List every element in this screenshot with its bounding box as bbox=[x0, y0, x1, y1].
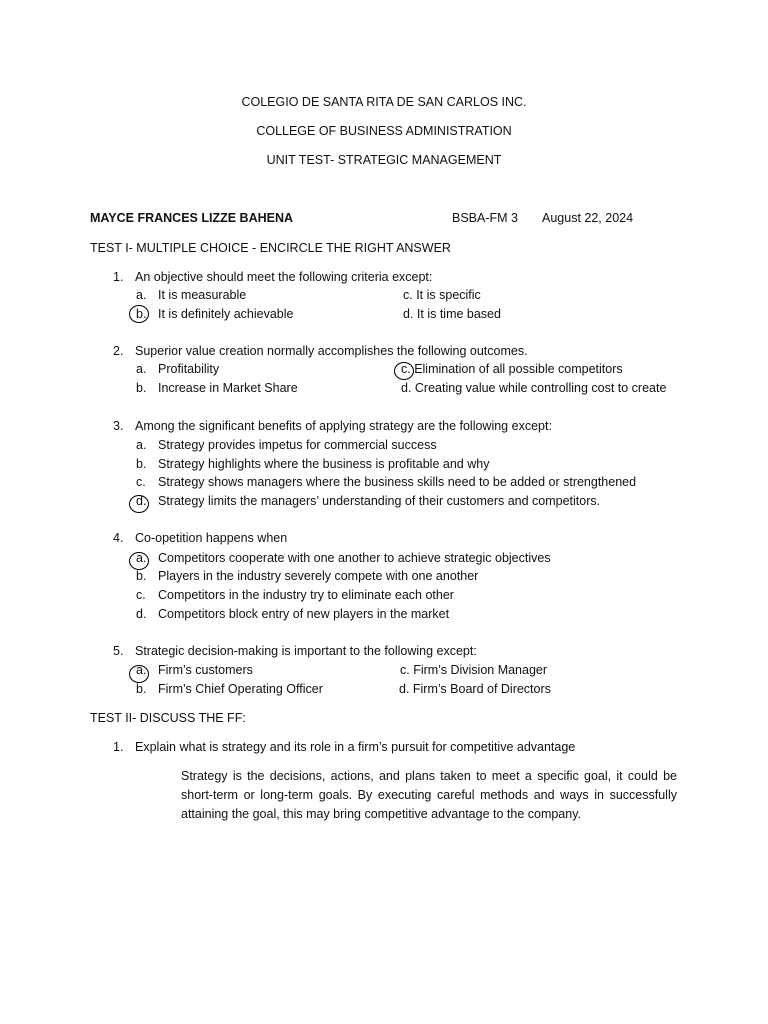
q5-option-d: d. Firm’s Board of Directors bbox=[399, 682, 551, 696]
q4-option-d: Competitors block entry of new players in the market bbox=[158, 607, 450, 621]
q2-option-c: c. Elimination of all possible competitors bbox=[401, 362, 623, 376]
q1-option-b-letter: b. bbox=[136, 307, 147, 321]
q3-text: Among the significant benefits of applying strategy are the following except: bbox=[135, 419, 552, 433]
q3-option-c-letter: c. bbox=[136, 475, 146, 489]
q5-option-c: c. Firm’s Division Manager bbox=[400, 663, 548, 677]
q2-number: 2. bbox=[113, 344, 124, 358]
q1-number: 1. bbox=[113, 270, 124, 284]
q2-option-a: Profitability bbox=[158, 362, 220, 376]
test2-title: TEST II- DISCUSS THE FF: bbox=[90, 711, 246, 725]
q5-number: 5. bbox=[113, 644, 124, 658]
exam-title: UNIT TEST- STRATEGIC MANAGEMENT bbox=[266, 153, 502, 167]
q1-text: An objective should meet the following criteria except: bbox=[135, 270, 433, 284]
q4-option-b-letter: b. bbox=[136, 569, 147, 583]
q3-number: 3. bbox=[113, 419, 124, 433]
test2-q1-text: Explain what is strategy and its role in a firm’s pursuit for competitive advantage bbox=[135, 740, 576, 754]
q3-option-b: Strategy highlights where the business is profitable and why bbox=[158, 457, 490, 471]
q4-option-a-letter: a. bbox=[136, 551, 147, 565]
q2-option-b: Increase in Market Share bbox=[158, 381, 298, 395]
q2-option-b-letter: b. bbox=[136, 381, 147, 395]
school-name: COLEGIO DE SANTA RITA DE SAN CARLOS INC. bbox=[241, 95, 527, 109]
q4-option-c-letter: c. bbox=[136, 588, 146, 602]
q4-option-c: Competitors in the industry try to eliminate each other bbox=[158, 588, 454, 602]
q5-option-a: Firm’s customers bbox=[158, 663, 253, 677]
q3-option-d-letter: d. bbox=[136, 494, 147, 508]
q3-option-d: Strategy limits the managers’ understanding of their customers and competitors. bbox=[158, 494, 601, 508]
q5-option-b-letter: b. bbox=[136, 682, 147, 696]
q4-option-d-letter: d. bbox=[136, 607, 147, 621]
q5-text: Strategic decision-making is important to the following except: bbox=[135, 644, 477, 658]
college-name: COLLEGE OF BUSINESS ADMINISTRATION bbox=[256, 124, 512, 138]
q3-option-c: Strategy shows managers where the business skills need to be added or strengthened bbox=[158, 475, 637, 489]
q1-option-a: It is measurable bbox=[158, 288, 247, 302]
q5-option-b: Firm’s Chief Operating Officer bbox=[158, 682, 323, 696]
q3-option-a-letter: a. bbox=[136, 438, 147, 452]
q1-option-a-letter: a. bbox=[136, 288, 147, 302]
q1-option-b: It is definitely achievable bbox=[158, 307, 294, 321]
q1-option-c: c. It is specific bbox=[403, 288, 481, 302]
exam-date: August 22, 2024 bbox=[542, 211, 634, 225]
q3-option-b-letter: b. bbox=[136, 457, 147, 471]
test2-q1-number: 1. bbox=[113, 740, 124, 754]
q4-option-b: Players in the industry severely compete with one another bbox=[158, 569, 479, 583]
test2-q1-answer: Strategy is the decisions, actions, and plans taken to meet a specific goal, it could be short-term or long-term goals. By executing careful methods and ways in successfully attaining the goal, this may bring competitive advantage to the company. bbox=[181, 769, 677, 821]
q4-number: 4. bbox=[113, 531, 124, 545]
q4-text: Co-opetition happens when bbox=[135, 531, 288, 545]
q2-option-a-letter: a. bbox=[136, 362, 147, 376]
test1-title: TEST I- MULTIPLE CHOICE - ENCIRCLE THE RIGHT ANSWER bbox=[90, 241, 451, 255]
q2-text: Superior value creation normally accomplishes the following outcomes. bbox=[135, 344, 528, 358]
q3-option-a: Strategy provides impetus for commercial success bbox=[158, 438, 437, 452]
q2-option-d: d. Creating value while controlling cost to create bbox=[401, 381, 667, 395]
student-name: MAYCE FRANCES LIZZE BAHENA bbox=[90, 211, 294, 225]
q4-option-a: Competitors cooperate with one another to achieve strategic objectives bbox=[158, 551, 551, 565]
q5-option-a-letter: a. bbox=[136, 663, 147, 677]
q1-option-d: d. It is time based bbox=[403, 307, 501, 321]
student-section: BSBA-FM 3 bbox=[452, 211, 518, 225]
